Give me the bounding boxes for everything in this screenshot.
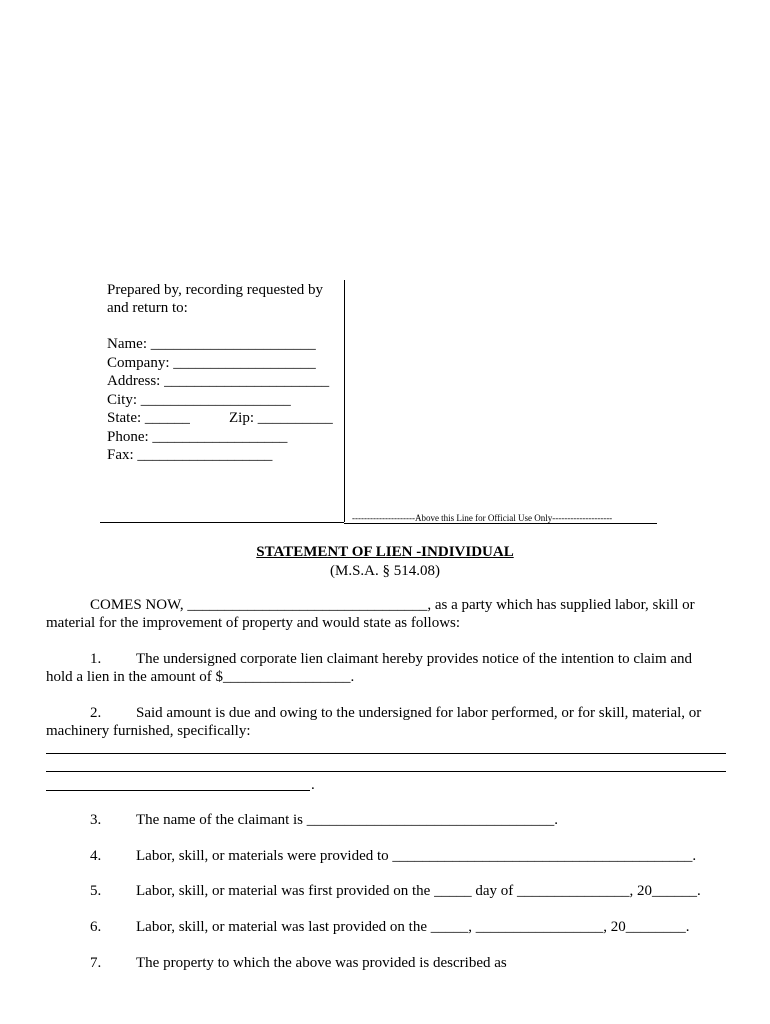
phone-field[interactable]: Phone: __________________ [107,429,288,445]
state-field[interactable]: State: ______ [107,410,190,426]
item-number: 7. [90,955,102,971]
blank-line-period: . [311,777,315,793]
statute-reference: (M.S.A. § 514.08) [329,563,440,579]
item-number: 5. [90,883,102,899]
item-1-text: The undersigned corporate lien claimant hereby provides notice of the intention to claim and [136,651,693,667]
address-field[interactable]: Address: ______________________ [107,373,330,389]
document-title: STATEMENT OF LIEN -INDIVIDUAL [256,544,514,560]
first-provided-date-field[interactable]: Labor, skill, or material was first provided on the _____ day of _______________, 20______. [136,883,701,899]
claimant-name-field[interactable]: The name of the claimant is _________________________________. [136,812,559,828]
blank-line-1[interactable] [46,753,726,754]
name-field[interactable]: Name: ______________________ [107,336,316,352]
item-number: 4. [90,848,102,864]
item-number: 3. [90,812,102,828]
fax-field[interactable]: Fax: __________________ [107,447,273,463]
zip-field[interactable]: Zip: __________ [229,410,333,426]
intro-line-1: COMES NOW, ________________________________, as a party which has supplied labor, skill or [90,597,695,613]
intro-line-2: material for the improvement of property and would state as follows: [46,615,461,631]
header-divider-vertical [344,280,345,522]
provided-to-field[interactable]: Labor, skill, or materials were provided to ________________________________________. [136,848,697,864]
blank-line-2[interactable] [46,771,726,772]
blank-line-3[interactable] [46,790,310,791]
item-number: 1. [90,651,102,667]
property-description-label: The property to which the above was provided is described as [136,955,507,971]
prepared-by-label: Prepared by, recording requested by [107,282,324,298]
item-number: 6. [90,919,102,935]
last-provided-date-field[interactable]: Labor, skill, or material was last provided on the _____, _________________, 20________. [136,919,690,935]
item-number: 2. [90,705,102,721]
item-2-continuation: machinery furnished, specifically: [46,723,251,739]
item-2-text: Said amount is due and owing to the undersigned for labor performed, or for skill, material, or [136,705,702,721]
header-rule-left [100,522,344,523]
company-field[interactable]: Company: ___________________ [107,355,316,371]
header-rule-right [344,523,657,524]
city-field[interactable]: City: ____________________ [107,392,291,408]
official-use-notice: ---------------------Above this Line for Official Use Only-------------------- [352,513,613,523]
item-1-lien-amount[interactable]: hold a lien in the amount of $_________________. [46,669,355,685]
return-to-label: and return to: [107,300,188,316]
